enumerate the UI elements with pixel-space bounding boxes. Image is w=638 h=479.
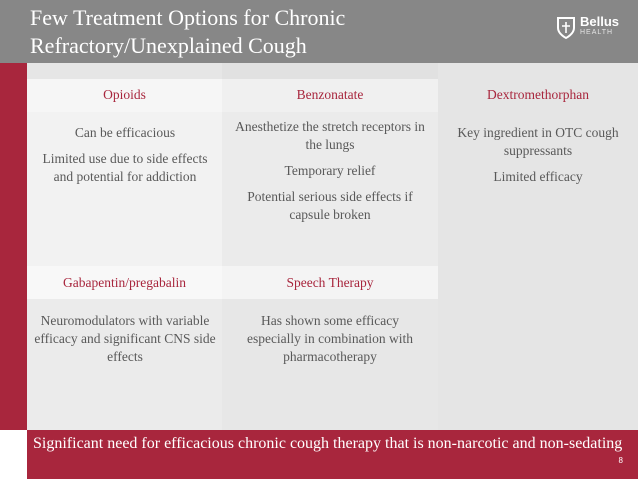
footer-statement: Significant need for efficacious chronic cough therapy that is non-narcotic and non-sedating bbox=[33, 435, 623, 452]
shield-icon bbox=[556, 16, 576, 40]
dextromethorphan-header: Dextromethorphan bbox=[487, 87, 589, 102]
opioids-point: Can be efficacious bbox=[74, 125, 176, 140]
gabapentin-content bbox=[30, 312, 220, 374]
benzonatate-point: Potential serious side effects if capsule broken bbox=[247, 189, 413, 222]
slide-title: Few Treatment Options for Chronic Refractory/Unexplained Cough bbox=[30, 5, 346, 58]
row1-header-band bbox=[27, 63, 222, 79]
dextromethorphan-content bbox=[448, 124, 628, 194]
opioids-content bbox=[35, 124, 215, 194]
benzonatate-point: Anesthetize the stretch receptors in the lungs bbox=[235, 119, 425, 152]
speech-therapy-point: Has shown some efficacy especially in combination with pharmacotherapy bbox=[246, 313, 414, 364]
page-number: 8 bbox=[618, 456, 623, 465]
logo-subtitle: HEALTH bbox=[580, 29, 614, 36]
gabapentin-point: Neuromodulators with variable efficacy and significant CNS side effects bbox=[34, 313, 216, 364]
slide-header bbox=[0, 0, 638, 63]
dextromethorphan-point: Limited efficacy bbox=[493, 169, 583, 184]
benzonatate-header: Benzonatate bbox=[296, 87, 364, 102]
dextromethorphan-point: Key ingredient in OTC cough suppressants bbox=[457, 125, 619, 158]
speech-therapy-header: Speech Therapy bbox=[286, 275, 374, 290]
row1-header-band bbox=[222, 63, 438, 79]
logo-name: Bellus bbox=[580, 14, 620, 29]
bellus-logo bbox=[556, 14, 634, 48]
footer-banner bbox=[27, 430, 638, 479]
opioids-header: Opioids bbox=[103, 87, 146, 102]
dextromethorphan-column bbox=[438, 63, 638, 430]
left-accent-bar bbox=[0, 63, 27, 430]
speech-therapy-content bbox=[240, 312, 420, 374]
benzonatate-point: Temporary relief bbox=[284, 163, 376, 178]
opioids-point: Limited use due to side effects and potential for addiction bbox=[42, 151, 208, 184]
gabapentin-header: Gabapentin/pregabalin bbox=[63, 275, 186, 290]
benzonatate-content bbox=[232, 118, 428, 232]
